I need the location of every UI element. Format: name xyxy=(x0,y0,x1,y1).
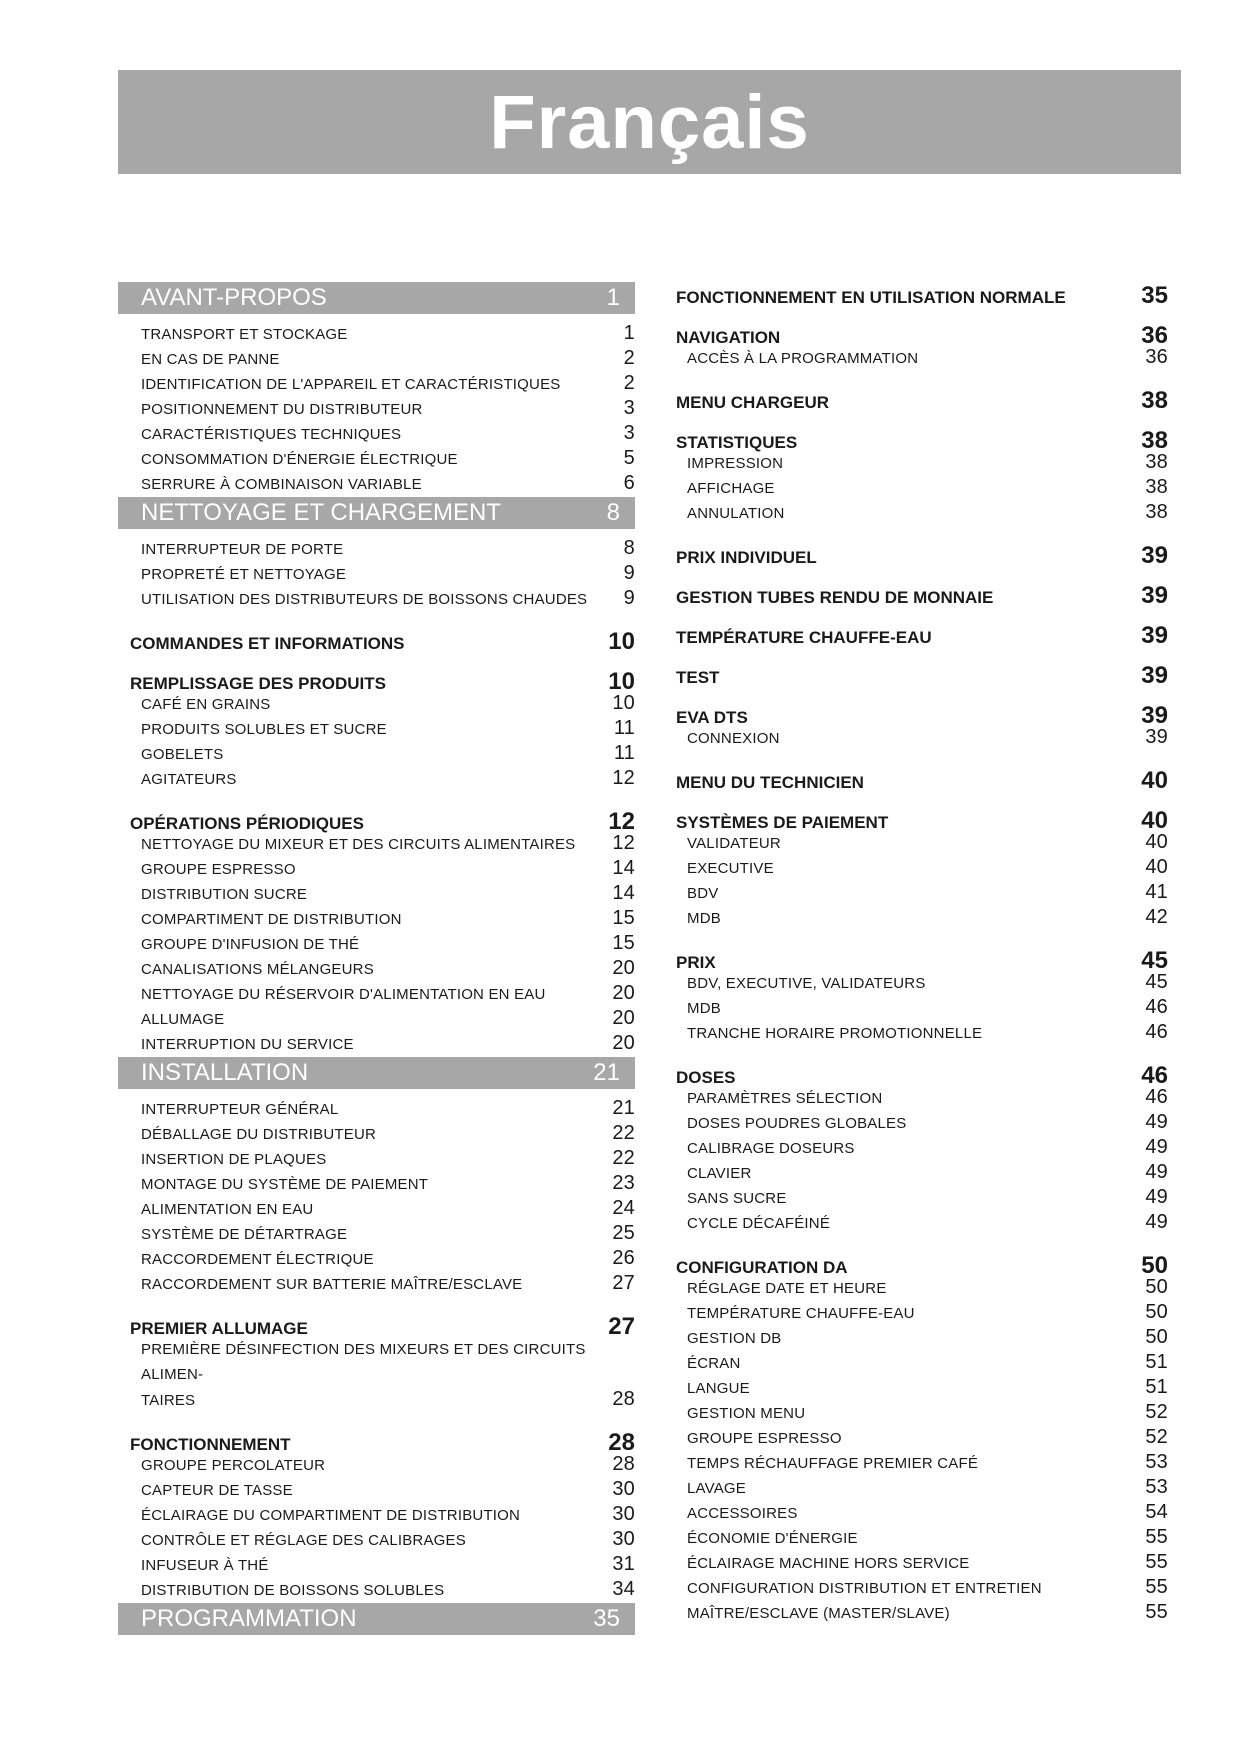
toc-entry[interactable] xyxy=(676,1086,1168,1111)
toc-page-number: 51 xyxy=(1145,1376,1168,1398)
toc-section-label: GESTION TUBES RENDU DE MONNAIE xyxy=(676,588,994,607)
toc-page-number: 52 xyxy=(1145,1401,1168,1423)
toc-section-label: FONCTIONNEMENT xyxy=(130,1435,291,1454)
toc-entry[interactable] xyxy=(676,856,1168,881)
toc-page-number: 20 xyxy=(612,982,635,1004)
toc-entry-label: DISTRIBUTION DE BOISSONS SOLUBLES xyxy=(141,1582,445,1599)
toc-entry-label: MONTAGE DU SYSTÈME DE PAIEMENT xyxy=(141,1176,429,1193)
toc-entry[interactable] xyxy=(676,881,1168,906)
toc-page-number: 39 xyxy=(1141,702,1168,729)
toc-page-number: 40 xyxy=(1145,856,1168,878)
toc-page-number: 2 xyxy=(623,372,635,394)
toc-entry[interactable] xyxy=(676,726,1168,751)
toc-entry-label: TEMPÉRATURE CHAUFFE-EAU xyxy=(687,1305,915,1322)
toc-entry[interactable] xyxy=(676,1161,1168,1186)
toc-page-number: 20 xyxy=(612,1007,635,1029)
toc-entry[interactable] xyxy=(118,422,635,447)
toc-section-label: TEST xyxy=(676,668,720,687)
toc-page-number: 9 xyxy=(623,562,635,584)
toc-entry-label: AGITATEURS xyxy=(141,771,237,788)
toc-page-number: 39 xyxy=(1141,662,1168,689)
toc-entry[interactable] xyxy=(118,832,635,857)
toc-page-number: 38 xyxy=(1145,501,1168,523)
toc-entry[interactable] xyxy=(118,562,635,587)
toc-entry-label: SERRURE À COMBINAISON VARIABLE xyxy=(141,476,422,493)
toc-entry-label: TEMPS RÉCHAUFFAGE PREMIER CAFÉ xyxy=(687,1455,979,1472)
toc-page-number: 22 xyxy=(612,1147,635,1169)
toc-section[interactable] xyxy=(676,427,1168,454)
toc-entry-label: INFUSEUR À THÉ xyxy=(141,1557,269,1574)
toc-entry[interactable] xyxy=(676,1276,1168,1301)
toc-entry-label: MDB xyxy=(687,1000,721,1017)
toc-entry[interactable] xyxy=(118,1337,635,1413)
toc-entry-label: NETTOYAGE DU RÉSERVOIR D'ALIMENTATION EN EAU xyxy=(141,986,546,1003)
toc-section-label: MENU DU TECHNICIEN xyxy=(676,773,864,792)
toc-entry-label: DOSES POUDRES GLOBALES xyxy=(687,1115,907,1132)
toc-page-number: 27 xyxy=(612,1272,635,1294)
toc-entry-label: PROPRETÉ ET NETTOYAGE xyxy=(141,566,347,583)
toc-entry-label: POSITIONNEMENT DU DISTRIBUTEUR xyxy=(141,401,423,418)
toc-entry[interactable] xyxy=(676,476,1168,501)
toc-entry[interactable] xyxy=(118,322,635,347)
toc-page-number: 30 xyxy=(612,1503,635,1525)
toc-page-number: 8 xyxy=(623,537,635,559)
toc-entry[interactable] xyxy=(676,1376,1168,1401)
toc-entry-label: GESTION DB xyxy=(687,1330,782,1347)
toc-entry[interactable] xyxy=(118,692,635,717)
toc-page-number: 28 xyxy=(612,1453,635,1475)
toc-entry-label: ÉCLAIRAGE MACHINE HORS SERVICE xyxy=(687,1555,970,1572)
toc-section[interactable] xyxy=(676,582,1168,609)
toc-entry[interactable] xyxy=(118,1478,635,1503)
toc-page-number: 35 xyxy=(593,1605,620,1632)
toc-page-number: 36 xyxy=(1141,322,1168,349)
toc-entry-label: GOBELETS xyxy=(141,746,224,763)
toc-entry[interactable] xyxy=(118,587,635,612)
toc-section-label: STATISTIQUES xyxy=(676,433,798,452)
toc-page-number: 10 xyxy=(608,628,635,655)
toc-section-label: EVA DTS xyxy=(676,708,748,727)
toc-entry[interactable] xyxy=(118,1247,635,1272)
toc-page-number: 38 xyxy=(1141,427,1168,454)
toc-entry-label: TRANSPORT ET STOCKAGE xyxy=(141,326,348,343)
toc-entry[interactable] xyxy=(118,1578,635,1603)
toc-right-column xyxy=(676,282,1168,1626)
toc-part-header[interactable] xyxy=(118,1603,635,1635)
toc-page-number: 1 xyxy=(606,284,620,311)
toc-entry-label: BDV xyxy=(687,885,719,902)
toc-page-number: 38 xyxy=(1145,476,1168,498)
toc-entry[interactable] xyxy=(118,1032,635,1057)
toc-section[interactable] xyxy=(676,662,1168,689)
toc-entry[interactable] xyxy=(118,907,635,932)
toc-section-label: AVANT-PROPOS xyxy=(141,284,327,311)
toc-page-number: 50 xyxy=(1145,1276,1168,1298)
toc-entry-label: ÉCLAIRAGE DU COMPARTIMENT DE DISTRIBUTION xyxy=(141,1507,521,1524)
toc-entry[interactable] xyxy=(676,1551,1168,1576)
toc-section-label: DOSES xyxy=(676,1068,736,1087)
toc-entry[interactable] xyxy=(118,717,635,742)
toc-page-number: 38 xyxy=(1145,451,1168,473)
toc-page-number: 55 xyxy=(1145,1601,1168,1623)
toc-page-number: 49 xyxy=(1145,1186,1168,1208)
toc-section-label: PROGRAMMATION xyxy=(141,1605,357,1632)
toc-section[interactable] xyxy=(676,1252,1168,1279)
toc-entry-label: UTILISATION DES DISTRIBUTEURS DE BOISSONS CHAUDES xyxy=(141,591,588,608)
toc-entry-label: GROUPE ESPRESSO xyxy=(687,1430,842,1447)
toc-section-label: SYSTÈMES DE PAIEMENT xyxy=(676,813,889,832)
toc-page-number: 55 xyxy=(1145,1576,1168,1598)
toc-section[interactable] xyxy=(676,542,1168,569)
toc-entry-label: ALLUMAGE xyxy=(141,1011,225,1028)
toc-section-label: NAVIGATION xyxy=(676,328,781,347)
toc-entry-label: CANALISATIONS MÉLANGEURS xyxy=(141,961,374,978)
toc-page-number: 39 xyxy=(1145,726,1168,748)
toc-entry-label: IDENTIFICATION DE L'APPAREIL ET CARACTÉRISTIQUES xyxy=(141,376,561,393)
toc-entry-label: ACCÈS À LA PROGRAMMATION xyxy=(687,350,919,367)
toc-page-number: 22 xyxy=(612,1122,635,1144)
toc-entry-label: BDV, EXECUTIVE, VALIDATEURS xyxy=(687,975,926,992)
toc-section[interactable] xyxy=(676,1062,1168,1089)
toc-entry[interactable] xyxy=(676,1526,1168,1551)
toc-page-number: 12 xyxy=(612,767,635,789)
toc-entry[interactable] xyxy=(118,1222,635,1247)
toc-page-number: 3 xyxy=(623,397,635,419)
toc-page-number: 52 xyxy=(1145,1426,1168,1448)
toc-page-number: 1 xyxy=(623,322,635,344)
toc-page-number: 34 xyxy=(612,1578,635,1600)
toc-entry-label: CONNEXION xyxy=(687,730,780,747)
toc-entry[interactable] xyxy=(118,472,635,497)
toc-entry-label: RÉGLAGE DATE ET HEURE xyxy=(687,1280,887,1297)
toc-entry-label: ANNULATION xyxy=(687,505,785,522)
toc-page-number: 40 xyxy=(1141,807,1168,834)
toc-section[interactable] xyxy=(676,282,1168,309)
toc-entry[interactable] xyxy=(676,1136,1168,1161)
toc-page-number: 30 xyxy=(612,1528,635,1550)
toc-section[interactable] xyxy=(676,322,1168,349)
toc-entry[interactable] xyxy=(118,1172,635,1197)
toc-entry-label: IMPRESSION xyxy=(687,455,784,472)
toc-entry[interactable] xyxy=(676,1476,1168,1501)
toc-entry[interactable] xyxy=(118,1007,635,1032)
toc-entry-label: PARAMÈTRES SÉLECTION xyxy=(687,1090,883,1107)
toc-entry-label: DISTRIBUTION SUCRE xyxy=(141,886,308,903)
toc-page-number: 46 xyxy=(1145,1086,1168,1108)
toc-entry-label: CLAVIER xyxy=(687,1165,752,1182)
toc-entry-label: AFFICHAGE xyxy=(687,480,775,497)
toc-entry[interactable] xyxy=(676,1211,1168,1236)
toc-entry[interactable] xyxy=(118,1503,635,1528)
toc-entry-label: CONTRÔLE ET RÉGLAGE DES CALIBRAGES xyxy=(141,1532,466,1549)
toc-section-label: PRIX xyxy=(676,953,716,972)
toc-page-number: 45 xyxy=(1141,947,1168,974)
toc-entry[interactable] xyxy=(676,1426,1168,1451)
toc-section-label: CONFIGURATION DA xyxy=(676,1258,848,1277)
toc-section-label: MENU CHARGEUR xyxy=(676,393,829,412)
toc-entry[interactable] xyxy=(676,1351,1168,1376)
toc-entry[interactable] xyxy=(676,1501,1168,1526)
toc-entry[interactable] xyxy=(676,1326,1168,1351)
toc-entry[interactable] xyxy=(118,372,635,397)
toc-entry[interactable] xyxy=(118,397,635,422)
toc-section-label: PRIX INDIVIDUEL xyxy=(676,548,817,567)
toc-entry-label: CAFÉ EN GRAINS xyxy=(141,696,271,713)
toc-page-number: 50 xyxy=(1141,1252,1168,1279)
toc-page-number: 53 xyxy=(1145,1476,1168,1498)
toc-entry[interactable] xyxy=(676,831,1168,856)
toc-entry-label: CONSOMMATION D'ÉNERGIE ÉLECTRIQUE xyxy=(141,451,458,468)
toc-page-number: 14 xyxy=(612,882,635,904)
toc-entry[interactable] xyxy=(118,882,635,907)
language-banner xyxy=(118,70,1181,174)
toc-section[interactable] xyxy=(676,807,1168,834)
toc-entry[interactable] xyxy=(118,1147,635,1172)
toc-entry-label: ALIMENTATION EN EAU xyxy=(141,1201,314,1218)
toc-entry-label: SYSTÈME DE DÉTARTRAGE xyxy=(141,1226,348,1243)
toc-entry-label: ÉCONOMIE D'ÉNERGIE xyxy=(687,1530,858,1547)
toc-entry[interactable] xyxy=(118,1453,635,1478)
toc-page-number: 46 xyxy=(1141,1062,1168,1089)
toc-page-number: 15 xyxy=(612,932,635,954)
toc-entry[interactable] xyxy=(118,767,635,792)
toc-section-label: OPÉRATIONS PÉRIODIQUES xyxy=(130,814,364,833)
toc-part-header[interactable] xyxy=(118,497,635,529)
toc-entry[interactable] xyxy=(118,957,635,982)
toc-section[interactable] xyxy=(676,622,1168,649)
toc-page-number: 14 xyxy=(612,857,635,879)
toc-page-number: 12 xyxy=(612,832,635,854)
toc-section-label: COMMANDES ET INFORMATIONS xyxy=(130,634,405,653)
toc-page-number: 23 xyxy=(612,1172,635,1194)
toc-entry[interactable] xyxy=(676,1601,1168,1626)
toc-entry[interactable] xyxy=(676,1021,1168,1046)
toc-entry-label: ACCESSOIRES xyxy=(687,1505,798,1522)
toc-entry[interactable] xyxy=(676,971,1168,996)
toc-entry[interactable] xyxy=(118,347,635,372)
toc-page-number: 26 xyxy=(612,1247,635,1269)
toc-page-number: 21 xyxy=(612,1097,635,1119)
toc-page-number: 42 xyxy=(1145,906,1168,928)
toc-entry[interactable] xyxy=(676,906,1168,931)
toc-page-number: 25 xyxy=(612,1222,635,1244)
toc-section[interactable] xyxy=(118,628,635,655)
toc-entry-label: SANS SUCRE xyxy=(687,1190,787,1207)
toc-page-number: 20 xyxy=(612,1032,635,1054)
toc-page-number: 27 xyxy=(608,1313,635,1340)
toc-page-number: 30 xyxy=(612,1478,635,1500)
toc-entry-label: INTERRUPTION DU SERVICE xyxy=(141,1036,354,1053)
toc-entry-label: RACCORDEMENT ÉLECTRIQUE xyxy=(141,1251,374,1268)
toc-section[interactable] xyxy=(676,947,1168,974)
toc-page-number: 2 xyxy=(623,347,635,369)
toc-page-number: 40 xyxy=(1141,767,1168,794)
toc-entry-label: PRODUITS SOLUBLES ET SUCRE xyxy=(141,721,387,738)
toc-entry[interactable] xyxy=(118,932,635,957)
toc-entry-label: MDB xyxy=(687,910,721,927)
toc-section[interactable] xyxy=(118,1313,635,1340)
toc-entry-label: LANGUE xyxy=(687,1380,750,1397)
toc-page-number: 11 xyxy=(613,742,635,764)
toc-entry[interactable] xyxy=(118,1122,635,1147)
toc-entry-label-continued: TAIRES xyxy=(141,1392,196,1409)
toc-entry[interactable] xyxy=(676,451,1168,476)
toc-entry-label: EXECUTIVE xyxy=(687,860,774,877)
toc-entry[interactable] xyxy=(118,982,635,1007)
toc-entry[interactable] xyxy=(118,1553,635,1578)
toc-entry[interactable] xyxy=(676,1186,1168,1211)
toc-page-number: 38 xyxy=(1141,387,1168,414)
toc-section[interactable] xyxy=(676,387,1168,414)
toc-entry[interactable] xyxy=(676,1301,1168,1326)
toc-section-label: TEMPÉRATURE CHAUFFE-EAU xyxy=(676,628,932,647)
toc-entry[interactable] xyxy=(118,1528,635,1553)
toc-entry-label: RACCORDEMENT SUR BATTERIE MAÎTRE/ESCLAVE xyxy=(141,1276,523,1293)
toc-part-header[interactable] xyxy=(118,282,635,314)
toc-section-label: NETTOYAGE ET CHARGEMENT xyxy=(141,499,502,526)
toc-entry-label: INTERRUPTEUR DE PORTE xyxy=(141,541,344,558)
toc-page-number: 39 xyxy=(1141,622,1168,649)
toc-page-number: 12 xyxy=(608,808,635,835)
toc-page-number: 39 xyxy=(1141,582,1168,609)
toc-page-number: 53 xyxy=(1145,1451,1168,1473)
toc-page-number: 49 xyxy=(1145,1211,1168,1233)
toc-page-number: 45 xyxy=(1145,971,1168,993)
toc-entry[interactable] xyxy=(118,447,635,472)
toc-section[interactable] xyxy=(676,702,1168,729)
toc-page-number: 40 xyxy=(1145,831,1168,853)
toc-entry-label: COMPARTIMENT DE DISTRIBUTION xyxy=(141,911,402,928)
toc-page-number: 21 xyxy=(593,1059,620,1086)
toc-entry-label: VALIDATEUR xyxy=(687,835,781,852)
toc-page-number: 28 xyxy=(608,1429,635,1456)
toc-entry[interactable] xyxy=(676,1111,1168,1136)
toc-page-number: 39 xyxy=(1141,542,1168,569)
toc-entry-label: INSERTION DE PLAQUES xyxy=(141,1151,327,1168)
toc-entry[interactable] xyxy=(118,857,635,882)
toc-page-number: 20 xyxy=(612,957,635,979)
toc-entry[interactable] xyxy=(118,1272,635,1297)
toc-part-header[interactable] xyxy=(118,1057,635,1089)
toc-page-number: 46 xyxy=(1145,1021,1168,1043)
toc-page-number: 9 xyxy=(623,587,635,609)
toc-page-number: 8 xyxy=(606,499,620,526)
toc-entry-label: CAPTEUR DE TASSE xyxy=(141,1482,293,1499)
toc-page-number: 3 xyxy=(623,422,635,444)
toc-entry[interactable] xyxy=(676,1576,1168,1601)
toc-page-number: 31 xyxy=(612,1553,635,1575)
toc-entry[interactable] xyxy=(118,742,635,767)
toc-entry[interactable] xyxy=(118,1197,635,1222)
toc-entry[interactable] xyxy=(118,1097,635,1122)
toc-page-number: 28 xyxy=(612,1388,635,1410)
toc-section-label: REMPLISSAGE DES PRODUITS xyxy=(130,674,386,693)
toc-page-number: 6 xyxy=(623,472,635,494)
toc-entry-label: GESTION MENU xyxy=(687,1405,806,1422)
toc-page-number: 24 xyxy=(612,1197,635,1219)
toc-entry-label: GROUPE ESPRESSO xyxy=(141,861,296,878)
toc-section[interactable] xyxy=(118,1429,635,1456)
toc-entry-label: CARACTÉRISTIQUES TECHNIQUES xyxy=(141,426,402,443)
toc-entry[interactable] xyxy=(676,346,1168,371)
toc-page-number: 49 xyxy=(1145,1111,1168,1133)
toc-entry-label: ÉCRAN xyxy=(687,1355,741,1372)
toc-page-number: 49 xyxy=(1145,1161,1168,1183)
toc-entry[interactable] xyxy=(676,1451,1168,1476)
toc-page-number: 5 xyxy=(623,447,635,469)
toc-entry-label: PREMIÈRE DÉSINFECTION DES MIXEURS ET DES CIRCUITS ALIMEN- xyxy=(141,1341,586,1383)
toc-entry[interactable] xyxy=(676,996,1168,1021)
toc-section[interactable] xyxy=(118,668,635,695)
toc-page-number: 10 xyxy=(612,692,635,714)
toc-section[interactable] xyxy=(676,767,1168,794)
toc-section-label: INSTALLATION xyxy=(141,1059,309,1086)
toc-page-number: 11 xyxy=(613,717,635,739)
toc-page-number: 46 xyxy=(1145,996,1168,1018)
toc-left-column xyxy=(118,282,635,1643)
toc-page-number: 51 xyxy=(1145,1351,1168,1373)
toc-entry-label: CALIBRAGE DOSEURS xyxy=(687,1140,855,1157)
toc-page-number: 10 xyxy=(608,668,635,695)
page-title: Français xyxy=(489,79,810,165)
toc-entry-label: DÉBALLAGE DU DISTRIBUTEUR xyxy=(141,1126,377,1143)
toc-entry[interactable] xyxy=(676,1401,1168,1426)
toc-page-number: 55 xyxy=(1145,1526,1168,1548)
toc-page-number: 50 xyxy=(1145,1326,1168,1348)
toc-page-number: 35 xyxy=(1141,282,1168,309)
toc-entry-label: CYCLE DÉCAFÉINÉ xyxy=(687,1215,831,1232)
toc-entry-label: MAÎTRE/ESCLAVE (MASTER/SLAVE) xyxy=(687,1605,950,1622)
toc-entry[interactable] xyxy=(676,501,1168,526)
toc-page-number: 55 xyxy=(1145,1551,1168,1573)
toc-page-number: 36 xyxy=(1145,346,1168,368)
toc-page-number: 15 xyxy=(612,907,635,929)
toc-entry-label: GROUPE PERCOLATEUR xyxy=(141,1457,326,1474)
toc-page-number: 50 xyxy=(1145,1301,1168,1323)
toc-page-number: 54 xyxy=(1145,1501,1168,1523)
toc-entry-label: INTERRUPTEUR GÉNÉRAL xyxy=(141,1101,339,1118)
toc-entry-label: EN CAS DE PANNE xyxy=(141,351,280,368)
toc-section[interactable] xyxy=(118,808,635,835)
toc-entry-label: LAVAGE xyxy=(687,1480,747,1497)
toc-page-number: 49 xyxy=(1145,1136,1168,1158)
toc-entry-label: CONFIGURATION DISTRIBUTION ET ENTRETIEN xyxy=(687,1580,1042,1597)
toc-entry-label: NETTOYAGE DU MIXEUR ET DES CIRCUITS ALIMENTAIRES xyxy=(141,836,576,853)
toc-entry-label: GROUPE D'INFUSION DE THÉ xyxy=(141,936,360,953)
toc-section-label: PREMIER ALLUMAGE xyxy=(130,1319,308,1338)
toc-page-number: 41 xyxy=(1145,881,1168,903)
toc-entry[interactable] xyxy=(118,537,635,562)
toc-section-label: FONCTIONNEMENT EN UTILISATION NORMALE xyxy=(676,288,1066,307)
toc-entry-label: TRANCHE HORAIRE PROMOTIONNELLE xyxy=(687,1025,983,1042)
